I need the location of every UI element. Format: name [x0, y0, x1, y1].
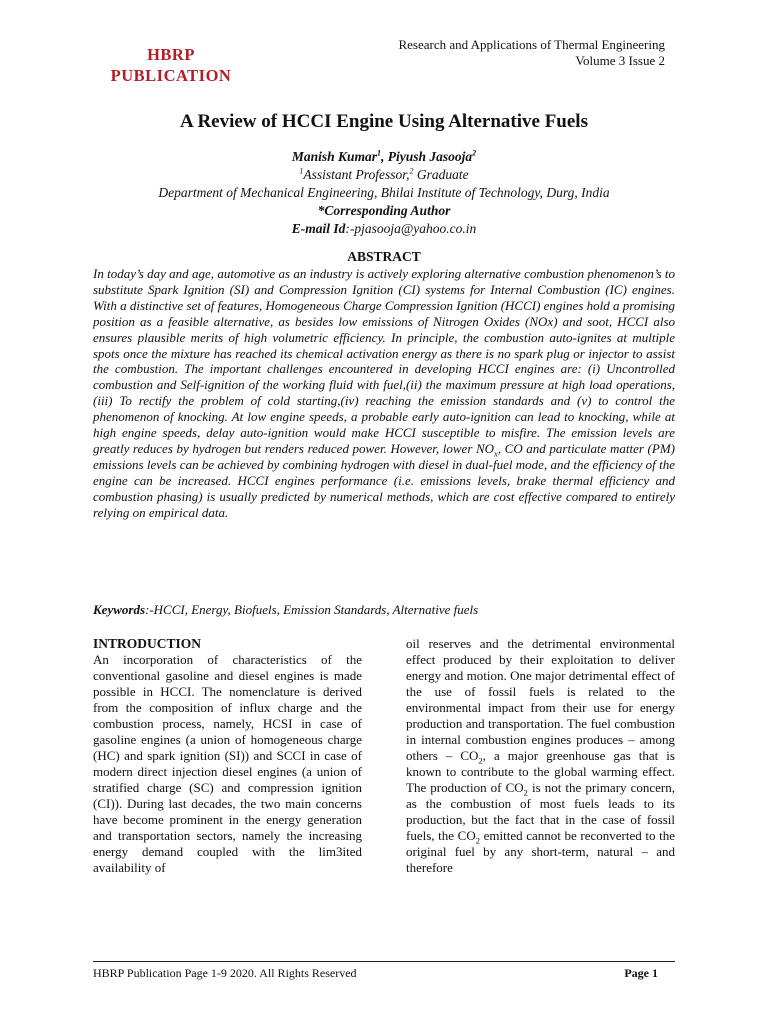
logo-line-hbrp: HBRP — [147, 45, 195, 64]
body-column-right — [406, 636, 675, 876]
author-block — [0, 148, 768, 238]
journal-volume: Volume 3 Issue 2 — [575, 53, 665, 68]
intro-right-a: oil reserves and the detrimental environmental effect produced by their exploitation to deliver energy and motion. One major detrimental effect of the use of fossil fuels is related to the environmental impact from their use for energy production and transportation. The fuel combustion in internal combustion engines produces – among others – CO — [406, 636, 675, 763]
footer-rule — [93, 961, 675, 962]
keywords-label: Keywords — [93, 602, 145, 617]
author-1-sup: 1 — [377, 148, 382, 158]
paper-title: A Review of HCCI Engine Using Alternative Fuels — [180, 111, 588, 132]
co2-sub-c: 2 — [475, 835, 480, 846]
publisher-logo — [96, 44, 246, 86]
co2-sub-a: 2 — [478, 755, 483, 766]
author-1: Manish Kumar — [291, 149, 378, 164]
abstract-heading: ABSTRACT — [347, 249, 421, 264]
email-line — [0, 220, 768, 238]
role-2-sup: 2 — [409, 166, 414, 176]
footer-page-number: Page 1 — [624, 966, 658, 980]
abstract-sub-x: x — [494, 448, 498, 459]
author-separator: , — [381, 149, 388, 164]
keywords-text: :-HCCI, Energy, Biofuels, Emission Standards, Alternative fuels — [145, 602, 479, 617]
email-label: E-mail Id — [291, 221, 346, 236]
co2-sub-b: 2 — [523, 787, 528, 798]
author-2-sup: 2 — [472, 148, 477, 158]
logo-line-publication: PUBLICATION — [110, 66, 232, 85]
role-2: Graduate — [413, 167, 469, 182]
corresponding-author: *Corresponding Author — [317, 203, 451, 218]
keywords-line — [93, 602, 478, 618]
introduction-heading: INTRODUCTION — [93, 636, 202, 651]
intro-right-d: emitted cannot be reconverted to the original fuel by any short-term, natural – and therefore — [406, 828, 675, 875]
introduction-paragraph-left: An incorporation of characteristics of the conventional gasoline and diesel engines is made possible in HCCI. The nomenclature is derived from the composition of influx charge and the combustion process, namely, HCSI in case of gasoline engines (a union of homogeneous charge (HC) and spark ignition (SI)) and SCCI in case of modern direct injection diesel engines (a union of stratified charge (SC) and compression ignition (CI)). During last decades, the two main concerns have become prominent in the energy generation and transportation sectors, namely the increasing energy demand coupled with the lim3ited availability of — [93, 652, 362, 875]
journal-name: Research and Applications of Thermal Engineering — [398, 37, 665, 52]
abstract-part-1: In today’s day and age, automotive as an industry is actively exploring alternative combustion phenomenon’s to substitute Spark Ignition (SI) and Compression Ignition (CI) systems for Internal Combustion (IC) engines. With a distinctive set of features, Homogeneous Charge Compression Ignition (HCCI) engines hold a promising position as a feasible alternative, as besides low emissions of Nitrogen Oxides (NOx) and soot, HCCI also ensures plausible merits of high volumetric efficiency. In principle, the combustion auto-ignites at multiple spots once the mixture has reached its chemical activation energy as there is no spark plug or injector to assist the combustion. The important challenges encountered in developing HCCI engines are: (i) Uncontrolled combustion and Self-ignition of the working fluid with fuel,(ii) the maximum pressure at high load operations,(iii) To rectify the problem of cold starting,(iv) reaching the emission standards and (v) to control the phenomenon of knocking. At low engine speeds, a probable early auto-ignition can lead to knocking, while at high engine speeds, delay auto-ignition would make HCCI susceptible to misfire. The emission levels are greatly reduces by hydrogen but renders reduced power. However, lower NO — [93, 266, 675, 456]
abstract-part-2: , CO and particulate matter (PM) emissions levels can be achieved by combining hydrogen with diesel in dual-fuel mode, and the efficiency of the engine can be increased. HCCI engines performance (i.e. emissions levels, brake thermal efficiency and combustion phasing) is usually predicted by numerical methods, which are cost effective compared to entirely relying on empirical data. — [93, 440, 675, 520]
author-names — [0, 148, 768, 166]
department: Department of Mechanical Engineering, Bhilai Institute of Technology, Durg, India — [158, 185, 610, 200]
intro-right-c: is not the primary concern, as the combustion of most fuels leads to its production, but the fact that in the case of fossil fuels, the CO — [406, 780, 675, 843]
author-roles — [0, 166, 768, 184]
role-1: Assistant Professor, — [303, 167, 410, 182]
author-2: Piyush Jasooja — [387, 149, 473, 164]
intro-right-b: , a major greenhouse gas that is known to contribute to the global warming effect. The production of CO — [406, 748, 675, 795]
role-1-sup: 1 — [299, 166, 304, 176]
footer-copyright: HBRP Publication Page 1-9 2020. All Rights Reserved — [93, 966, 357, 980]
email-value: :-pjasooja@yahoo.co.in — [345, 221, 477, 236]
journal-header — [398, 37, 665, 69]
abstract-text — [93, 266, 675, 521]
body-column-left — [93, 636, 362, 876]
